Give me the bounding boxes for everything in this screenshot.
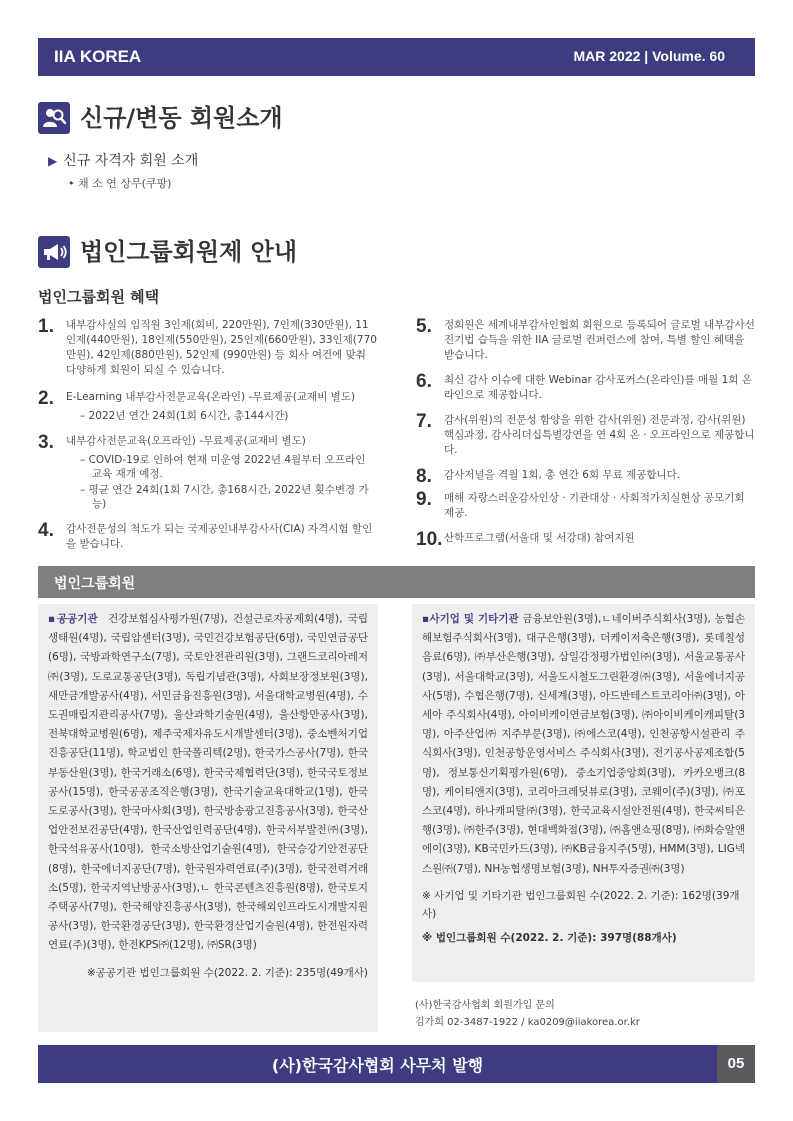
issue-info: MAR 2022 | Volume. 60 bbox=[573, 48, 725, 64]
megaphone-icon bbox=[38, 236, 70, 268]
section-title: 법인그룹회원제 안내 bbox=[80, 238, 298, 266]
benefit-number: 4. bbox=[38, 519, 54, 541]
benefit-item bbox=[416, 489, 756, 521]
benefit-text: 정회원은 세계내부감사인협회 회원으로 등록되어 글로벌 내부감사선진기법 습득을 위한 IIA 글로벌 컨퍼런스에 참여, 특별 할인 혜택을 받습니다. bbox=[444, 319, 755, 361]
triangle-bullet-icon: ▶ bbox=[48, 154, 58, 168]
private-label: ▪사기업 및 기타기관 bbox=[422, 613, 519, 625]
benefit-text: E-Learning 내부감사전문교육(온라인) -무료제공(교재비 별도) bbox=[66, 391, 356, 403]
section-new-members bbox=[38, 102, 755, 142]
benefit-title: 법인그룹회원 혜택 bbox=[38, 288, 160, 306]
benefit-item bbox=[38, 388, 378, 424]
brand-title: IIA KOREA bbox=[54, 47, 142, 66]
contact-line: 김가희 02-3487-1922 / ka0209@iiakorea.or.kr bbox=[415, 1017, 640, 1028]
benefit-subitem: – COVID-19로 인하여 현재 미운영 2022년 4월부터 오프라인 교육 재개 예정. bbox=[80, 453, 366, 480]
benefit-list-left bbox=[38, 316, 378, 552]
contact-line: (사)한국감사협회 회원가입 문의 bbox=[415, 1000, 555, 1011]
benefit-number: 5. bbox=[416, 316, 432, 337]
benefit-list-right bbox=[416, 316, 756, 550]
private-institutions-box bbox=[412, 604, 755, 982]
benefit-number: 1. bbox=[38, 316, 54, 337]
benefit-text: 내부감사전문교육(오프라인) -무료제공(교재비 별도) bbox=[66, 434, 306, 447]
contact-info bbox=[415, 997, 640, 1031]
benefit-item bbox=[416, 529, 756, 550]
header-bar bbox=[38, 38, 755, 76]
benefit-number: 10. bbox=[416, 529, 443, 550]
benefit-item bbox=[416, 466, 756, 487]
benefit-number: 8. bbox=[416, 466, 432, 487]
public-count-note: ※공공기관 법인그룹회원 수(2022. 2. 기준): 235명(49개사) bbox=[86, 966, 368, 979]
benefit-item bbox=[38, 520, 378, 552]
subsection-heading: ▶ 신규 자격자 회원 소개 bbox=[48, 153, 199, 169]
public-label: ▪공공기관 bbox=[48, 613, 98, 625]
public-institutions-box bbox=[38, 604, 378, 1032]
page-number: 05 bbox=[717, 1045, 755, 1083]
benefit-item bbox=[416, 411, 756, 458]
benefit-number: 7. bbox=[416, 411, 432, 432]
benefit-text: 감사저널을 격월 1회, 총 연간 6회 무료 제공합니다. bbox=[444, 469, 681, 481]
benefit-number: 2. bbox=[38, 388, 54, 409]
total-count-note: ※ 법인그룹회원 수(2022. 2. 기준): 397명(88개사) bbox=[422, 931, 677, 944]
benefit-number: 6. bbox=[416, 371, 432, 392]
benefit-number: 3. bbox=[38, 431, 54, 453]
group-members-bar bbox=[38, 566, 755, 598]
benefit-text: 감사(위원)의 전문성 함양을 위한 감사(위원) 전문과정, 감사(위원) 핵심과정, 감사리더십특별강연을 연 4회 온 · 오프라인으로 제공합니다. bbox=[444, 414, 755, 456]
section-title: 신규/변동 회원소개 bbox=[80, 104, 283, 132]
benefit-item bbox=[416, 316, 756, 363]
benefit-text: 매해 자랑스러운감사인상 · 기관대상 · 사회적가치실현상 공모기회 제공. bbox=[444, 492, 745, 519]
private-list: ▪사기업 및 기타기관 금융보안원(3명),ㄴ네이버주식회사(3명), 농협손해보험주식회사(3명), 대구은행(3명), 더케이저축은행(3명), 롯데칠성음료(6명), ㈜부산은행(3명), 삼일감정평가법인㈜(3명), 서울교통공사(3명), 서울대학교(3명), 서울도시철도그린환경㈜(3명), 서울에너지공사(5명), 수협은행(7명), 신세계(3명), 아드반테스트코리아㈜(3명), 아세아 주식회사(4명), 아이비케이연금보험(3명), ㈜아이비케이캐피탈(3명), 아주산업㈜ 지주부문(3명), ㈜에스코(4명), 인천공항시설관리 주식회사(3명), 인천공항운영서비스 주식회사(3명), 전기공사공제조합(5명), 정보통신기획평가원(6명), 중소기업중앙회(3명), 카카오뱅크(8명), 케이티앤지(3명), 코리아크레딧뷰로(3명), 코웨이(주)(3명), ㈜포스코(4명), 하나캐피탈㈜(3명), 한국교육시설안전원(4명), 한국씨티은행(3명), ㈜한주(3명), 현대백화점(3명), ㈜홈앤쇼핑(8명), ㈜화승알앤에이(3명), KB국민카드(3명), ㈜KB금융지주(5명), HMM(3명), LIG넥스원㈜(7명), NH농협생명보험(3명), NH투자증권㈜(3명) bbox=[422, 613, 745, 875]
benefit-item bbox=[38, 432, 378, 512]
benefit-number: 9. bbox=[416, 489, 432, 510]
benefit-item bbox=[416, 371, 756, 403]
people-search-icon bbox=[38, 102, 70, 134]
benefit-text: 최신 감사 이슈에 대한 Webinar 감사포커스(온라인)를 매월 1회 온라인으로 제공합니다. bbox=[444, 374, 752, 401]
public-list: ▪공공기관 건강보험심사평가원(7명), 건설근로자공제회(4명), 국립생태원(4명), 국립암센터(3명), 국민건강보험공단(6명), 국민연금공단(6명), 국방과학연구소(7명), 국토안전관리원(3명), 그랜드코리아레저㈜(3명), 도로교통공단(3명), 독립기념관(3명), 사회보장정보원(3명), 새만금개발공사(4명), 서민금융진흥원(3명), 서울대학교병원(4명), 수도권매립지관리공사(7명), 울산과학기술원(4명), 울산항만공사(3명), 전북대학교병원(6명), 제주국제자유도시개발센터(3명), 중소벤처기업진흥공단(11명), 학교법인 한국폴리텍(2명), 한국가스공사(7명), 한국부동산원(3명), 한국거래소(6명), 한국국제협력단(3명), 한국국토정보공사(15명), 한국공공조직은행(3명), 한국기술교육대학교(1명), 한국도로공사(3명), 한국마사회(3명), 한국방송광고진흥공사(3명), 한국산업안전보건공단(4명), 한국산업인력공단(4명), 한국서부발전㈜(3명), 한국석유공사(10명), 한국소방산업기술원(4명), 한국승강기안전공단(8명), 한국에너지공단(7명), 한국원자력연료(주)(3명), 한국전력거래소(5명), 한국지역난방공사(3명),ㄴ 한국콘텐츠진흥원(8명), 한국토지주택공사(7명), 한국해양진흥공사(3명), 한국해외인프라도시개발지원공사(3명), 한국환경공단(3명), 한국환경산업기술원(4명), 한전원자력연료(주)(3명), 한전KPS㈜(12명), ㈜SR(3명) bbox=[48, 613, 368, 952]
section-corporate-group bbox=[38, 236, 755, 276]
publisher: (사)한국감사협회 사무처 발행 bbox=[271, 1056, 484, 1075]
group-bar-title: 법인그룹회원 bbox=[54, 576, 136, 592]
new-member-item: • 채 소 연 상무(쿠팡) bbox=[68, 177, 172, 190]
benefit-subitem: – 2022년 연간 24회(1회 6시간, 총144시간) bbox=[80, 410, 289, 422]
benefit-text: 산학프로그램(서울대 및 서강대) 참여지원 bbox=[444, 532, 635, 544]
footer-bar bbox=[38, 1045, 755, 1083]
benefit-item bbox=[38, 316, 378, 378]
private-count-note: ※ 사기업 및 기타기관 법인그룹회원 수(2022. 2. 기준): 162명(39개사) bbox=[422, 889, 740, 920]
benefit-subitem: – 평균 연간 24회(1회 7시간, 총168시간, 2022년 횟수변경 가능) bbox=[80, 483, 369, 510]
benefit-text: 내부감사실의 임직원 3인제(회비, 220만원), 7인제(330만원), 11인제(440만원), 18인제(550만원), 25인제(660만원), 33인제(770만원), 42인제(880만원), 52인제 (990만원) 등 회사 여건에 맞춰 다양하게 회원이 되실 수 있습니다. bbox=[66, 319, 377, 376]
benefit-text: 감사전문성의 척도가 되는 국제공인내부감사사(CIA) 자격시험 할인을 받습니다. bbox=[66, 522, 373, 550]
